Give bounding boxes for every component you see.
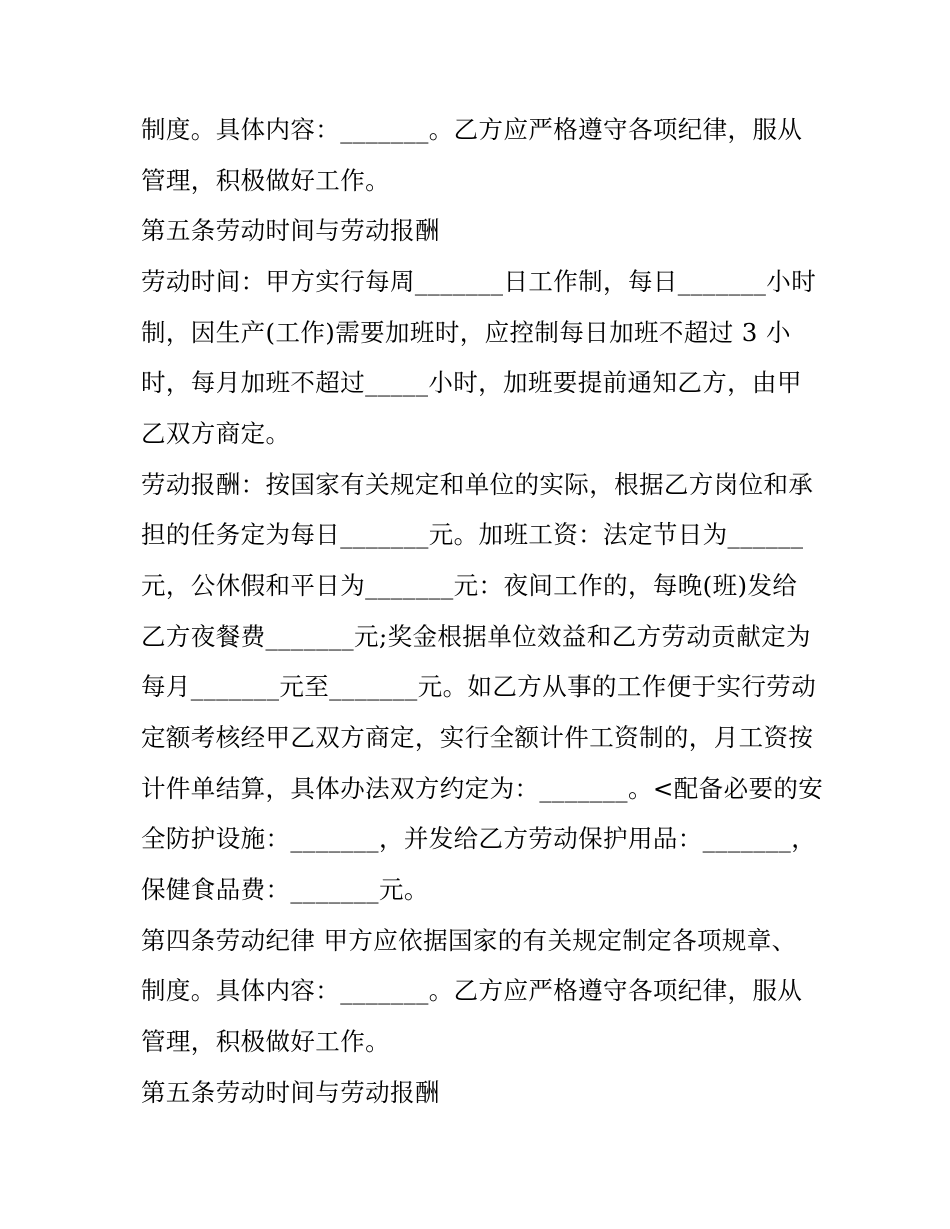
text-line-19: 管理，积极做好工作。 [141,1027,390,1056]
text-line-9: 担的任务定为每日_______元。加班工资：法定节日为______ [141,520,804,549]
text-line-13: 定额考核经甲乙双方商定，实行全额计件工资制的，月工资按 [141,723,814,752]
text-line-4: 劳动时间：甲方实行每周_______日工作制，每日_______小时 [141,267,817,296]
text-line-2: 管理，积极做好工作。 [141,166,390,195]
text-line-5: 制，因生产(工作)需要加班时，应控制每日加班不超过 3 小 [141,318,791,347]
section-heading-4: 第四条劳动纪律 甲方应依据国家的有关规定制定各项规章、 [141,926,797,955]
text-line-6: 时，每月加班不超过_____小时，加班要提前通知乙方，由甲 [141,368,802,397]
text-line-12: 每月_______元至_______元。如乙方从事的工作便于实行劳动 [141,672,817,701]
text-line-11: 乙方夜餐费_______元;奖金根据单位效益和乙方劳动贡献定为 [141,622,811,651]
text-line-15: 全防护设施：_______，并发给乙方劳动保护用品：_______， [141,824,817,853]
text-line-1: 制度。具体内容：_______。乙方应严格遵守各项纪律，服从 [141,115,803,144]
text-line-14: 计件单结算，具体办法双方约定为：_______。<配备必要的安 [141,774,824,803]
text-line-8: 劳动报酬：按国家有关规定和单位的实际，根据乙方岗位和承 [141,470,814,499]
text-line-18: 制度。具体内容：_______。乙方应严格遵守各项纪律，服从 [141,976,803,1005]
text-line-16: 保健食品费：_______元。 [141,875,429,904]
section-heading-5-repeat: 第五条劳动时间与劳动报酬 [141,1078,440,1107]
text-line-7: 乙双方商定。 [141,419,291,448]
text-line-10: 元，公休假和平日为_______元：夜间工作的，每晚(班)发给 [141,571,798,600]
section-heading-5: 第五条劳动时间与劳动报酬 [141,216,440,245]
